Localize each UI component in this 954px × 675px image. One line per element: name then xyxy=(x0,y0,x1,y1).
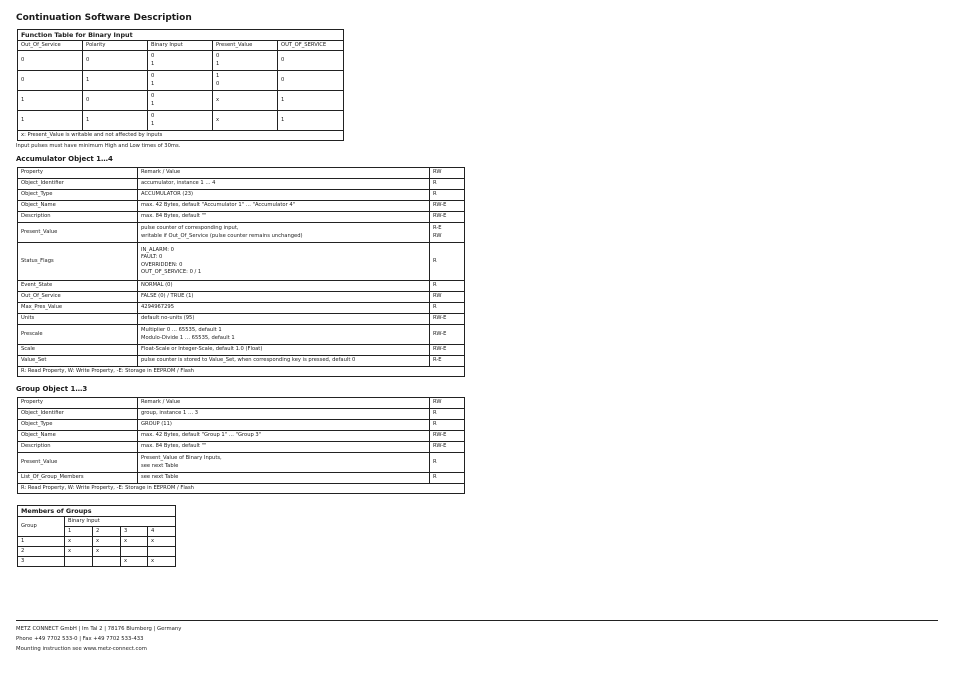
group-footnote: R: Read Property, W: Write Property, -E: Storage in EEPROM / Flash xyxy=(18,484,465,494)
table-cell: x xyxy=(213,91,278,111)
property-name: Present_Value xyxy=(18,223,138,243)
table-row xyxy=(18,212,465,223)
accumulator-title: Accumulator Object 1…4 xyxy=(16,155,113,163)
group-number: 2 xyxy=(18,547,65,557)
column-header: OUT_OF_SERVICE xyxy=(278,41,344,51)
table-row xyxy=(18,314,465,325)
property-name: Max_Pres_Value xyxy=(18,303,138,314)
function-table-footnote: x: Present_Value is writable and not affected by inputs xyxy=(18,131,344,141)
property-remark: Present_Value of Binary Inputs, see next Table xyxy=(138,453,430,473)
table-cell: 1 xyxy=(18,111,83,131)
table-cell: 1 xyxy=(18,91,83,111)
table-cell: 0 1 xyxy=(148,91,213,111)
property-remark: group, instance 1 … 3 xyxy=(138,409,430,420)
group-number: 1 xyxy=(18,537,65,547)
property-name: Units xyxy=(18,314,138,325)
property-name: Property xyxy=(18,398,138,409)
table-row xyxy=(18,292,465,303)
property-access: RW-E xyxy=(430,442,465,453)
input-number: 2 xyxy=(93,527,121,537)
property-access: RW xyxy=(430,398,465,409)
table-row xyxy=(18,431,465,442)
binary-input-header: Binary Input xyxy=(65,517,176,527)
table-row xyxy=(18,473,465,484)
table-row xyxy=(18,345,465,356)
table-cell: 0 1 xyxy=(148,111,213,131)
property-access: R xyxy=(430,179,465,190)
function-table xyxy=(17,29,344,141)
table-cell: 0 xyxy=(18,51,83,71)
group-table xyxy=(17,397,465,494)
table-cell: 0 xyxy=(83,91,148,111)
property-name: Value_Set xyxy=(18,356,138,367)
property-name: Present_Value xyxy=(18,453,138,473)
property-remark: accumulator, instance 1 … 4 xyxy=(138,179,430,190)
member-cell xyxy=(65,557,93,567)
property-remark: Remark / Value xyxy=(138,398,430,409)
member-cell: x xyxy=(93,537,121,547)
table-cell: 1 xyxy=(278,91,344,111)
property-access: R xyxy=(430,453,465,473)
footer-rule xyxy=(16,620,938,621)
property-access: R xyxy=(430,243,465,281)
property-name: Object_Type xyxy=(18,420,138,431)
table-row xyxy=(18,179,465,190)
table-row xyxy=(18,190,465,201)
property-remark: IN_ALARM: 0 FAULT: 0 OVERRIDDEN: 0 OUT_OF_SERVICE: 0 / 1 xyxy=(138,243,430,281)
table-cell: x xyxy=(213,111,278,131)
property-remark: max. 42 Bytes, default "Group 1" … "Group 3" xyxy=(138,431,430,442)
property-remark: pulse counter of corresponding input, writable if Out_Of_Service (pulse counter remains unchanged) xyxy=(138,223,430,243)
table-row xyxy=(18,201,465,212)
table-row xyxy=(18,243,465,281)
member-cell: x xyxy=(148,537,176,547)
member-cell: x xyxy=(65,547,93,557)
table-row xyxy=(18,398,465,409)
property-name: Scale xyxy=(18,345,138,356)
table-row xyxy=(18,356,465,367)
table-row xyxy=(18,442,465,453)
column-header: Out_Of_Service xyxy=(18,41,83,51)
property-access: R-E xyxy=(430,356,465,367)
property-name: Object_Identifier xyxy=(18,409,138,420)
footer-address: METZ CONNECT GmbH | Im Tal 2 | 78176 Blumberg | Germany xyxy=(16,626,182,632)
table-row xyxy=(18,223,465,243)
property-remark: FALSE (0) / TRUE (1) xyxy=(138,292,430,303)
property-access: R xyxy=(430,420,465,431)
property-access: R xyxy=(430,281,465,292)
property-access: R xyxy=(430,473,465,484)
member-cell: x xyxy=(65,537,93,547)
input-number: 3 xyxy=(121,527,148,537)
table-cell: 1 xyxy=(83,71,148,91)
member-cell: x xyxy=(121,557,148,567)
property-access: R xyxy=(430,190,465,201)
property-access: RW-E xyxy=(430,345,465,356)
property-remark: Multiplier 0 … 65535, default 1 Modulo-Divide 1 … 65535, default 1 xyxy=(138,325,430,345)
property-remark: max. 84 Bytes, default "" xyxy=(138,442,430,453)
members-title: Members of Groups xyxy=(18,506,176,517)
pulse-note: Input pulses must have minimum High and Low times of 30ms. xyxy=(16,143,181,149)
property-name: Object_Name xyxy=(18,201,138,212)
property-remark: pulse counter is stored to Value_Set, when corresponding key is pressed, default 0 xyxy=(138,356,430,367)
property-name: Object_Identifier xyxy=(18,179,138,190)
member-cell xyxy=(93,557,121,567)
group-header: Group xyxy=(18,517,65,537)
property-remark: Float-Scale or Integer-Scale, default 1.0 (Float) xyxy=(138,345,430,356)
group-title: Group Object 1…3 xyxy=(16,385,88,393)
input-number: 4 xyxy=(148,527,176,537)
table-cell: 1 0 xyxy=(213,71,278,91)
table-row xyxy=(18,409,465,420)
table-cell: 0 1 xyxy=(213,51,278,71)
property-access: RW-E xyxy=(430,314,465,325)
member-cell: x xyxy=(121,537,148,547)
page-title: Continuation Software Description xyxy=(16,13,192,23)
property-name: Property xyxy=(18,168,138,179)
table-row xyxy=(18,303,465,314)
table-row xyxy=(18,51,344,71)
function-table-title: Function Table for Binary Input xyxy=(18,30,344,41)
property-access: RW-E xyxy=(430,431,465,442)
table-cell: 0 1 xyxy=(148,51,213,71)
property-access: RW-E xyxy=(430,212,465,223)
member-cell xyxy=(148,547,176,557)
member-cell: x xyxy=(93,547,121,557)
property-name: List_Of_Group_Members xyxy=(18,473,138,484)
property-name: Object_Type xyxy=(18,190,138,201)
member-cell xyxy=(121,547,148,557)
group-number: 3 xyxy=(18,557,65,567)
property-name: Description xyxy=(18,442,138,453)
property-name: Out_Of_Service xyxy=(18,292,138,303)
table-row xyxy=(18,111,344,131)
property-access: R-E RW xyxy=(430,223,465,243)
footer-mounting: Mounting instruction see www.metz-connect.com xyxy=(16,646,147,652)
property-remark: NORMAL (0) xyxy=(138,281,430,292)
table-row xyxy=(18,453,465,473)
property-name: Prescale xyxy=(18,325,138,345)
member-cell: x xyxy=(148,557,176,567)
table-row xyxy=(18,420,465,431)
column-header: Present_Value xyxy=(213,41,278,51)
table-cell: 1 xyxy=(278,111,344,131)
property-access: R xyxy=(430,303,465,314)
table-cell: 0 xyxy=(83,51,148,71)
property-name: Event_State xyxy=(18,281,138,292)
property-access: R xyxy=(430,409,465,420)
property-name: Description xyxy=(18,212,138,223)
property-remark: 4294967295 xyxy=(138,303,430,314)
table-row xyxy=(18,281,465,292)
property-name: Status_Flags xyxy=(18,243,138,281)
table-cell: 0 xyxy=(18,71,83,91)
property-remark: default no-units (95) xyxy=(138,314,430,325)
accumulator-footnote: R: Read Property, W: Write Property, -E: Storage in EEPROM / Flash xyxy=(18,367,465,377)
footer-phone: Phone +49 7702 533-0 | Fax +49 7702 533-433 xyxy=(16,636,144,642)
table-row xyxy=(18,325,465,345)
table-cell: 0 xyxy=(278,51,344,71)
input-number: 1 xyxy=(65,527,93,537)
property-remark: GROUP (11) xyxy=(138,420,430,431)
column-header: Polarity xyxy=(83,41,148,51)
table-row xyxy=(18,168,465,179)
table-row xyxy=(18,547,176,557)
property-remark: ACCUMULATOR (23) xyxy=(138,190,430,201)
property-access: RW-E xyxy=(430,325,465,345)
property-remark: max. 84 Bytes, default "" xyxy=(138,212,430,223)
members-table xyxy=(17,505,176,567)
column-header: Binary Input xyxy=(148,41,213,51)
accumulator-table xyxy=(17,167,465,377)
property-name: Object_Name xyxy=(18,431,138,442)
table-row xyxy=(18,71,344,91)
property-access: RW xyxy=(430,292,465,303)
property-remark: max. 42 Bytes, default "Accumulator 1" … "Accumulator 4" xyxy=(138,201,430,212)
property-remark: Remark / Value xyxy=(138,168,430,179)
property-access: RW xyxy=(430,168,465,179)
table-cell: 0 xyxy=(278,71,344,91)
table-row xyxy=(18,537,176,547)
table-cell: 0 1 xyxy=(148,71,213,91)
table-row xyxy=(18,91,344,111)
table-row xyxy=(18,557,176,567)
property-remark: see next Table xyxy=(138,473,430,484)
table-cell: 1 xyxy=(83,111,148,131)
property-access: RW-E xyxy=(430,201,465,212)
